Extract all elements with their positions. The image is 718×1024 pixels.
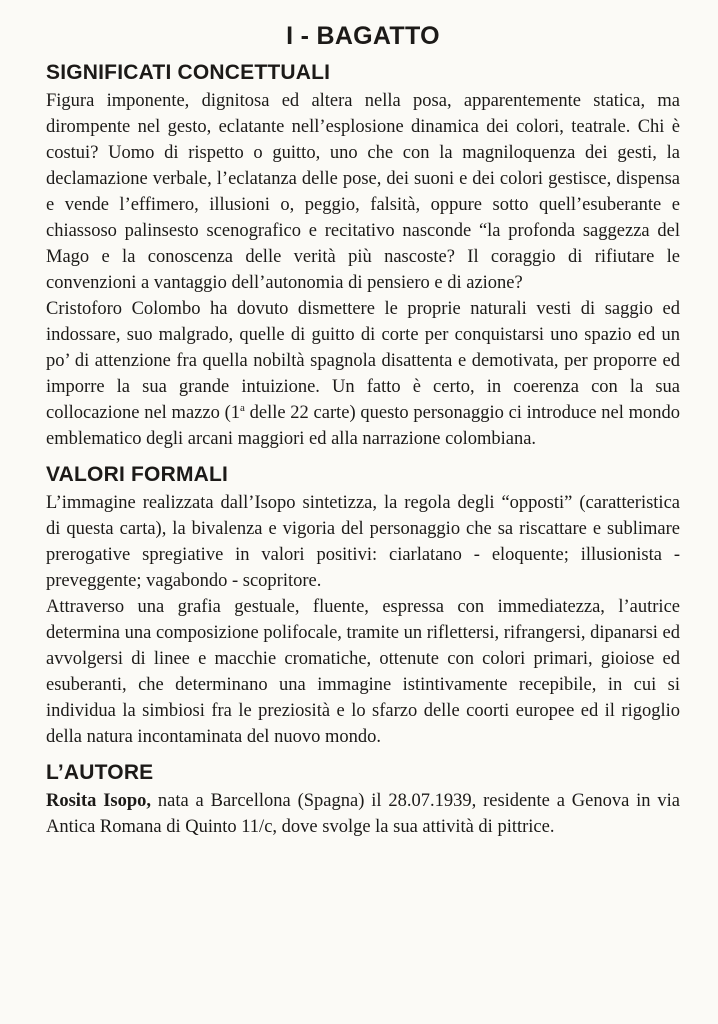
- paragraph: Attraverso una grafia gestuale, fluente, espressa con immediatezza, l’autrice determina una composizione polifocale, tramite un riflettersi, rifrangersi, dipanarsi ed avvolgersi di linee e macchie cromatiche, ottenute con colori primari, gioiose ed esuberanti, che determinano una immagine istintivamente recepibile, in cui si individua la simbiosi fra le preziosità e lo sfarzo delle coorti europee ed il rigoglio della natura incontaminata del nuovo mondo.: [46, 597, 680, 747]
- section-heading: VALORI FORMALI: [46, 463, 229, 486]
- author-bio: nata a Barcellona (Spagna) il 28.07.1939, residente a Genova in via Antica Romana di Quinto 11/c, dove svolge la sua attività di pittrice.: [46, 791, 680, 837]
- paragraph: L’immagine realizzata dall’Isopo sintetizza, la regola degli “opposti” (caratteristica di questa carta), la bivalenza e vigoria del personaggio che sa riscattare e sublimare prerogative spregiative in valori positivi: ciarlatano - eloquente; illusionista - preveggente; vagabondo - scopritore.: [46, 493, 680, 591]
- section-autore: [46, 758, 680, 840]
- paragraph-text: delle 22 carte) questo personaggio ci introduce nel mondo emblematico degli arcani maggiori ed alla narrazione colombiana.: [46, 403, 680, 449]
- author-name: Rosita Isopo,: [46, 791, 152, 811]
- section-significati: [46, 58, 680, 452]
- paragraph: [46, 296, 680, 452]
- card-number: 1: [230, 403, 240, 423]
- paragraph-text: Cristoforo Colombo ha dovuto dismettere le proprie naturali vesti di saggio ed indossare, suo malgrado, quelle di guitto di corte per conquistarsi uno spazio ed un po’ di attenzione fra quella nobiltà spagnola disattenta e demotivata, per proporre ed imporre la sua grande intuizione. Un fatto è certo, in coerenza con la sua collocazione nel mazzo (: [46, 299, 680, 423]
- page-title: I - BAGATTO: [286, 22, 440, 50]
- section-valori-formali: [46, 460, 680, 750]
- ordinal-superscript: a: [239, 401, 245, 414]
- section-heading: L’AUTORE: [46, 761, 154, 784]
- paragraph: [46, 788, 680, 840]
- section-heading: SIGNIFICATI CONCETTUALI: [46, 61, 331, 84]
- paragraph: Figura imponente, dignitosa ed altera nella posa, apparentemente statica, ma dirompente nel gesto, eclatante nell’esplosione dinamica dei colori, teatrale. Chi è costui? Uomo di rispetto o guitto, uno che con la magniloquenza dei gesti, la declamazione verbale, l’eclatanza delle pose, dei suoni e dei colori gestisce, dispensa e vende l’effimero, illusioni o, peggio, falsità, oppure sotto quell’esuberante e chiassoso palinsesto scenografico e recitativo nasconde “la profonda saggezza del Mago e la conoscenza delle verità più nascoste? Il coraggio di rifiutare le convenzioni a vantaggio dell’autonomia di pensiero e di azione?: [46, 91, 680, 293]
